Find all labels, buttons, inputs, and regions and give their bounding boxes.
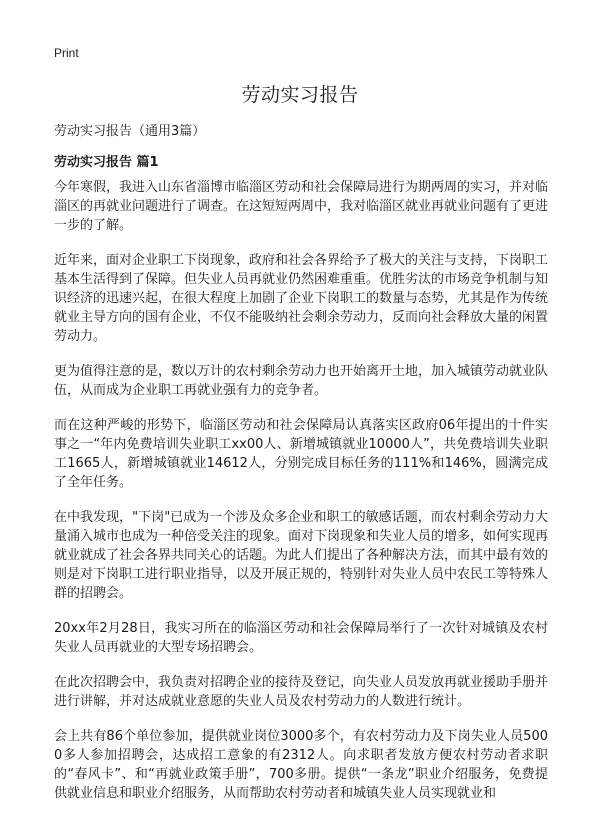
paragraph: 更为值得注意的是，数以万计的农村剩余劳动力也开始离开土地，加入城镇劳动就业队伍，从而成为企业职工再就业强有力的竞争者。 [54,364,549,398]
print-link[interactable]: Print [54,46,79,60]
paragraph: 20xx年2月28日，我实习所在的临淄区劳动和社会保障局举行了一次针对城镇及农村失业人员再就业的大型专场招聘会。 [54,621,548,655]
document-body [54,178,548,819]
paragraph: 会上共有86个单位参加，提供就业岗位3000多个，有农村劳动力及下岗失业人员5000多人参加招聘会，达成招工意象的有2312人。向求职者发放方便农村劳动者求职的“春风卡”、和“再就业政策手册”，700多册。提供“一条龙”职业介绍服务，免费提供就业信息和职业介绍服务，从而帮助农村劳动者和城镇失业人员实现就业和 [54,729,548,801]
document-subtitle: 劳动实习报告（通用3篇） [54,124,206,139]
paragraph: 今年寒假，我进入山东省淄博市临淄区劳动和社会保障局进行为期两周的实习，并对临淄区的再就业问题进行了调查。在这短短两周中，我对临淄区就业再就业问题有了更进一步的了解。 [54,180,549,233]
paragraph: 而在这种严峻的形势下，临淄区劳动和社会保障局认真落实区政府06年提出的十件实事之一“年内免费培训失业职工xx00人、新增城镇就业10000人”，共免费培训失业职工1665人，新增城镇就业14612人，分别完成目标任务的111%和146%，圆满完成了全年任务。 [54,418,548,490]
paragraph: 在中我发现，"下岗"已成为一个涉及众多企业和职工的敏感话题，而农村剩余劳动力大量涌入城市也成为一种倍受关注的现象。面对下岗现象和失业人员的增多，如何实现再就业就成了社会各界共同关心的话题。为此人们提出了各种解决方法，而其中最有效的则是对下岗职工进行职业指导，以及开展正规的，特别针对失业人员中农民工等特殊人群的招聘会。 [54,510,549,601]
paragraph: 近年来，面对企业职工下岗现象，政府和社会各界给予了极大的关注与支持，下岗职工基本生活得到了保障。但失业人员再就业仍然困难重重。优胜劣汰的市场竞争机制与知识经济的迅速兴起，在很大程度上加剧了企业下岗职工的数量与态势，尤其是作为传统就业主导方向的国有企业，不仅不能吸纳社会剩余劳动力，反而向社会释放大量的闲置劳动力。 [54,253,549,344]
document-title: 劳动实习报告 [241,84,359,106]
section-heading: 劳动实习报告 篇1 [54,155,159,170]
paragraph: 在此次招聘会中，我负责对招聘企业的接待及登记，向失业人员发放再就业援助手册并进行讲解，并对达成就业意愿的失业人员及农村劳动力的人数进行统计。 [54,675,549,709]
